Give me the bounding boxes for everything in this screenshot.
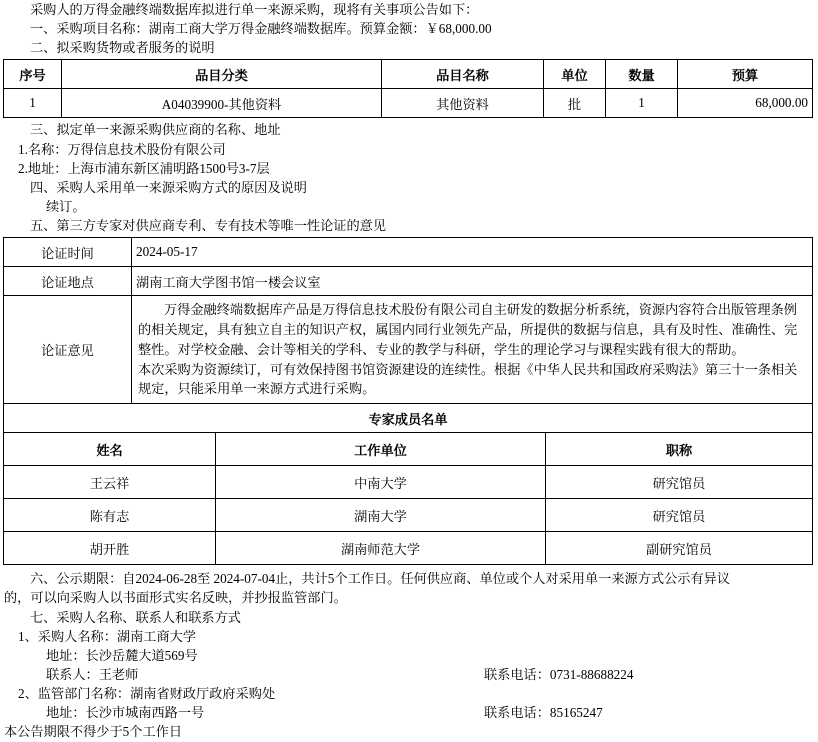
section-3-title: 三、拟定单一来源采购供应商的名称、地址 [30, 122, 281, 138]
opinion-paragraph-1: 万得金融终端数据库产品是万得信息技术股份有限公司自主研发的数据分析系统，资源内容符合出版管理条例的相关规定，具有独立自主的知识产权，属国内同行业领先产品，所提供的数据与信息，具有及时性、准确性、完整性。对学校金融、会计等相关的学科、专业的教学与科研，学生的理论学习与课程实践有很大的帮助。 [138, 302, 798, 357]
table-row [4, 89, 813, 118]
opinion-content-row [4, 296, 813, 404]
value-opinion-time: 2024-05-17 [132, 238, 813, 267]
opinion-place-row [4, 267, 813, 296]
goods-table [3, 59, 813, 118]
section-4-title: 四、采购人采用单一来源采购方式的原因及说明 [30, 179, 307, 195]
experts-list-title: 专家成员名单 [4, 404, 813, 433]
col-header-expert-name: 姓名 [4, 433, 216, 466]
supervisor-address: 地址：长沙市城南西路一号 [46, 705, 205, 721]
section-5-title: 五、第三方专家对供应商专利、专有技术等唯一性论证的意见 [30, 218, 387, 234]
experts-table [3, 432, 813, 565]
section-4-reason: 续订。 [46, 198, 86, 214]
section-6-notice: 六、公示期限：自2024-06-28至 2024-07-04止，共计5个工作日。任何供应商、单位或个人对采用单一来源方式公示有异议 [30, 571, 731, 587]
expert-unit: 湖南师范大学 [216, 532, 546, 565]
col-header-qty: 数量 [606, 60, 678, 89]
supplier-address: 2.地址：上海市浦东新区浦明路1500号3-7层 [18, 160, 270, 176]
intro-line: 采购人的万得金融终端数据库拟进行单一来源采购，现将有关事项公告如下： [30, 2, 479, 17]
buyer-address: 地址：长沙岳麓大道569号 [46, 647, 198, 663]
col-header-category: 品目分类 [62, 60, 382, 89]
buyer-contact-person: 联系人：王老师 [46, 666, 139, 682]
expert-title: 研究馆员 [546, 466, 813, 499]
label-opinion-time: 论证时间 [4, 238, 132, 267]
cell-name: 其他资料 [382, 89, 544, 118]
supervisor-phone: 联系电话：85165247 [484, 705, 603, 721]
col-header-unit: 单位 [544, 60, 606, 89]
expert-opinion-table [3, 237, 813, 433]
supervisor-name: 2、监管部门名称：湖南省财政厅政府采购处 [18, 686, 276, 702]
table-row [4, 499, 813, 532]
cell-unit: 批 [544, 89, 606, 118]
buyer-phone: 联系电话：0731-88688224 [484, 666, 634, 682]
opinion-time-row [4, 238, 813, 267]
table-header-row [4, 60, 813, 89]
col-header-no: 序号 [4, 60, 62, 89]
footer-note: 本公告期限不得少于5个工作日 [4, 724, 183, 740]
cell-category: A04039900-其他资料 [62, 89, 382, 118]
supervisor-contact-row [0, 703, 818, 722]
label-opinion-place: 论证地点 [4, 267, 132, 296]
label-opinion-content: 论证意见 [4, 296, 132, 404]
cell-budget: 68,000.00 [678, 89, 813, 118]
opinion-paragraph-2: 本次采购为资源续订，可有效保持图书馆资源建设的连续性。根据《中华人民共和国政府采购法》第三十一条相关规定，只能采用单一来源方式进行采购。 [138, 361, 798, 397]
experts-title-row [4, 404, 813, 433]
cell-no: 1 [4, 89, 62, 118]
expert-title: 副研究馆员 [546, 532, 813, 565]
section-1-title: 一、采购项目名称：湖南工商大学万得金融终端数据库。预算金额：￥68,000.00 [30, 21, 492, 37]
expert-name: 胡开胜 [4, 532, 216, 565]
col-header-name: 品目名称 [382, 60, 544, 89]
supplier-name: 1.名称：万得信息技术股份有限公司 [18, 141, 226, 157]
col-header-expert-title: 职称 [546, 433, 813, 466]
section-2-title: 二、拟采购货物或者服务的说明 [30, 40, 215, 56]
expert-unit: 中南大学 [216, 466, 546, 499]
table-row [4, 532, 813, 565]
value-opinion-content [132, 296, 813, 404]
col-header-budget: 预算 [678, 60, 813, 89]
experts-header-row [4, 433, 813, 466]
expert-title: 研究馆员 [546, 499, 813, 532]
table-row [4, 466, 813, 499]
buyer-contact-row [0, 665, 818, 684]
expert-unit: 湖南大学 [216, 499, 546, 532]
section-7-title: 七、采购人名称、联系人和联系方式 [30, 609, 241, 625]
value-opinion-place: 湖南工商大学图书馆一楼会议室 [132, 267, 813, 296]
expert-name: 陈有志 [4, 499, 216, 532]
expert-name: 王云祥 [4, 466, 216, 499]
section-6-notice-cont: 的，可以向采购人以书面形式实名反映，并抄报监管部门。 [4, 590, 347, 606]
col-header-expert-unit: 工作单位 [216, 433, 546, 466]
buyer-name: 1、采购人名称：湖南工商大学 [18, 628, 197, 644]
cell-qty: 1 [606, 89, 678, 118]
